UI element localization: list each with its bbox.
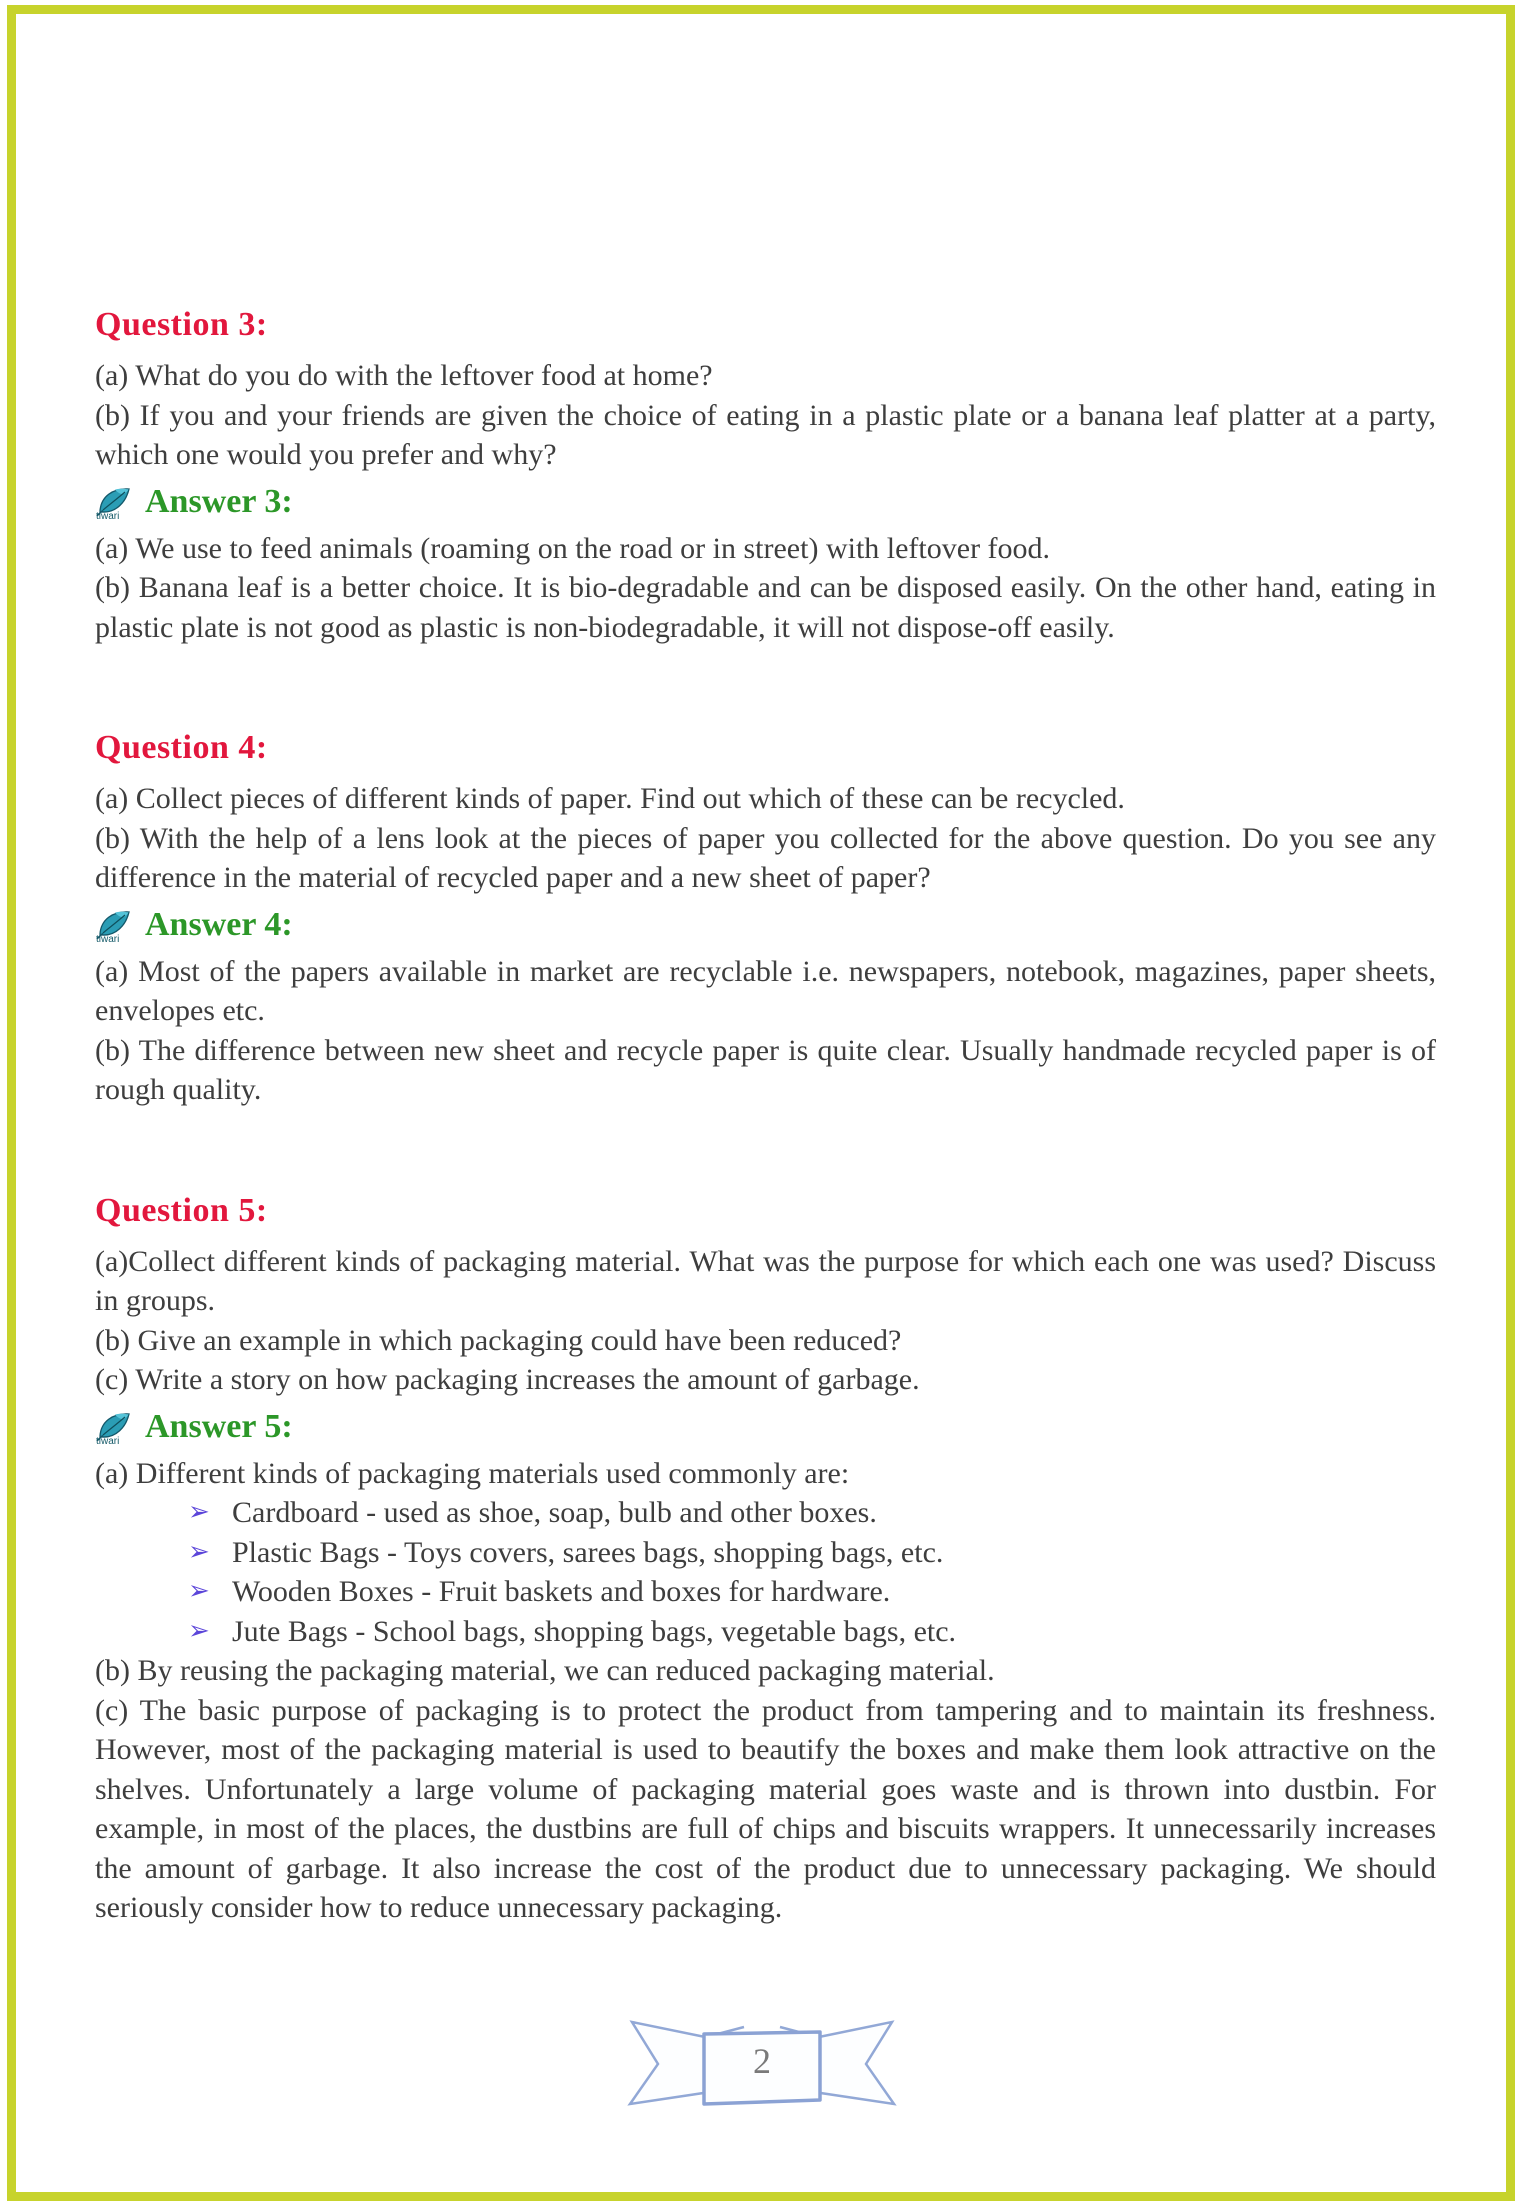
answer-paragraph: (a) Most of the papers available in market are recyclable i.e. newspapers, notebook, magazines, paper sheets, envelopes etc.: [95, 954, 1436, 1027]
tiwari-leaf-logo-icon: [95, 486, 139, 521]
logo-word: tiwari: [96, 511, 120, 522]
question-paragraph: (c) Write a story on how packaging increases the amount of garbage.: [95, 1363, 920, 1396]
packaging-bullet-list: [95, 1493, 1436, 1651]
answer-paragraph: (b) The difference between new sheet and recycle paper is quite clear. Usually handmade recycled paper is of rough quality.: [95, 1033, 1436, 1106]
arrow-bullet-icon: ➢: [188, 1576, 210, 1606]
answer-paragraph: (b) Banana leaf is a better choice. It is bio-degradable and can be disposed easily. On the other hand, eating in plastic plate is not good as plastic is non-biodegradable, it will not dispose-off easily.: [95, 571, 1436, 644]
bullet-text: Plastic Bags - Toys covers, sarees bags, shopping bags, etc.: [232, 1535, 944, 1569]
question-5-heading: Question 5:: [95, 1191, 268, 1229]
list-item: [95, 1612, 1436, 1652]
answer-heading-label: Answer 3:: [145, 482, 293, 520]
tiwari-leaf-logo-icon: [95, 1411, 139, 1446]
arrow-bullet-icon: ➢: [188, 1615, 210, 1646]
bullet-text: Wooden Boxes - Fruit baskets and boxes for hardware.: [232, 1575, 891, 1608]
answer-paragraph: (a) We use to feed animals (roaming on the road or in street) with leftover food.: [95, 531, 1051, 565]
tiwari-leaf-logo-icon: [95, 909, 139, 944]
page-content: [95, 0, 1436, 1928]
answer-heading-label: Answer 4:: [145, 905, 293, 943]
section-question-4: [95, 727, 1436, 1110]
logo-word: tiwari: [96, 1436, 120, 1447]
answer-4-heading: [95, 904, 1436, 946]
question-paragraph: (a)Collect different kinds of packaging material. What was the purpose for which each one was used? Discuss in groups.: [95, 1244, 1436, 1317]
list-item: [95, 1533, 1436, 1573]
answer-3-heading: [95, 481, 1436, 523]
arrow-bullet-icon: ➢: [188, 1497, 210, 1527]
list-item: [95, 1572, 1436, 1612]
question-paragraph: (b) Give an example in which packaging could have been reduced?: [95, 1323, 902, 1357]
answer-5-heading: [95, 1406, 1436, 1448]
logo-word: tiwari: [96, 934, 120, 945]
question-paragraph: (a) Collect pieces of different kinds of paper. Find out which of these can be recycled.: [95, 782, 1125, 815]
question-paragraph: (b) If you and your friends are given the choice of eating in a plastic plate or a banana leaf platter at a party, which one would you prefer and why?: [95, 398, 1436, 471]
arrow-bullet-icon: ➢: [188, 1536, 210, 1567]
answer-intro: (a) Different kinds of packaging materials used commonly are:: [95, 1456, 850, 1490]
bullet-text: Cardboard - used as shoe, soap, bulb and other boxes.: [232, 1496, 877, 1529]
question-paragraph: (a) What do you do with the leftover food at home?: [95, 359, 713, 392]
page-number: 2: [753, 2041, 771, 2081]
page-number-banner: [610, 2012, 914, 2124]
question-paragraph: (b) With the help of a lens look at the pieces of paper you collected for the above question. Do you see any difference in the material of recycled paper and a new sheet of paper?: [95, 821, 1436, 894]
bullet-text: Jute Bags - School bags, shopping bags, vegetable bags, etc.: [232, 1614, 957, 1648]
answer-paragraph: (c) The basic purpose of packaging is to protect the product from tampering and to maintain its freshness. However, most of the packaging material is used to beautify the boxes and make them look attractive on the shelves. Unfortunately a large volume of packaging material goes waste and is thrown into dustbin. For example, in most of the places, the dustbins are full of chips and biscuits wrappers. It unnecessarily increases the amount of garbage. It also increase the cost of the product due to unnecessary packaging. We should seriously consider how to reduce unnecessary packaging.: [95, 1693, 1436, 1924]
question-3-heading: Question 3:: [95, 306, 268, 343]
answer-heading-label: Answer 5:: [145, 1407, 293, 1445]
question-4-heading: Question 4:: [95, 729, 268, 766]
section-question-3: [95, 304, 1436, 647]
list-item: [95, 1493, 1436, 1533]
answer-paragraph: (b) By reusing the packaging material, we can reduced packaging material.: [95, 1654, 995, 1687]
section-question-5: [95, 1190, 1436, 1928]
